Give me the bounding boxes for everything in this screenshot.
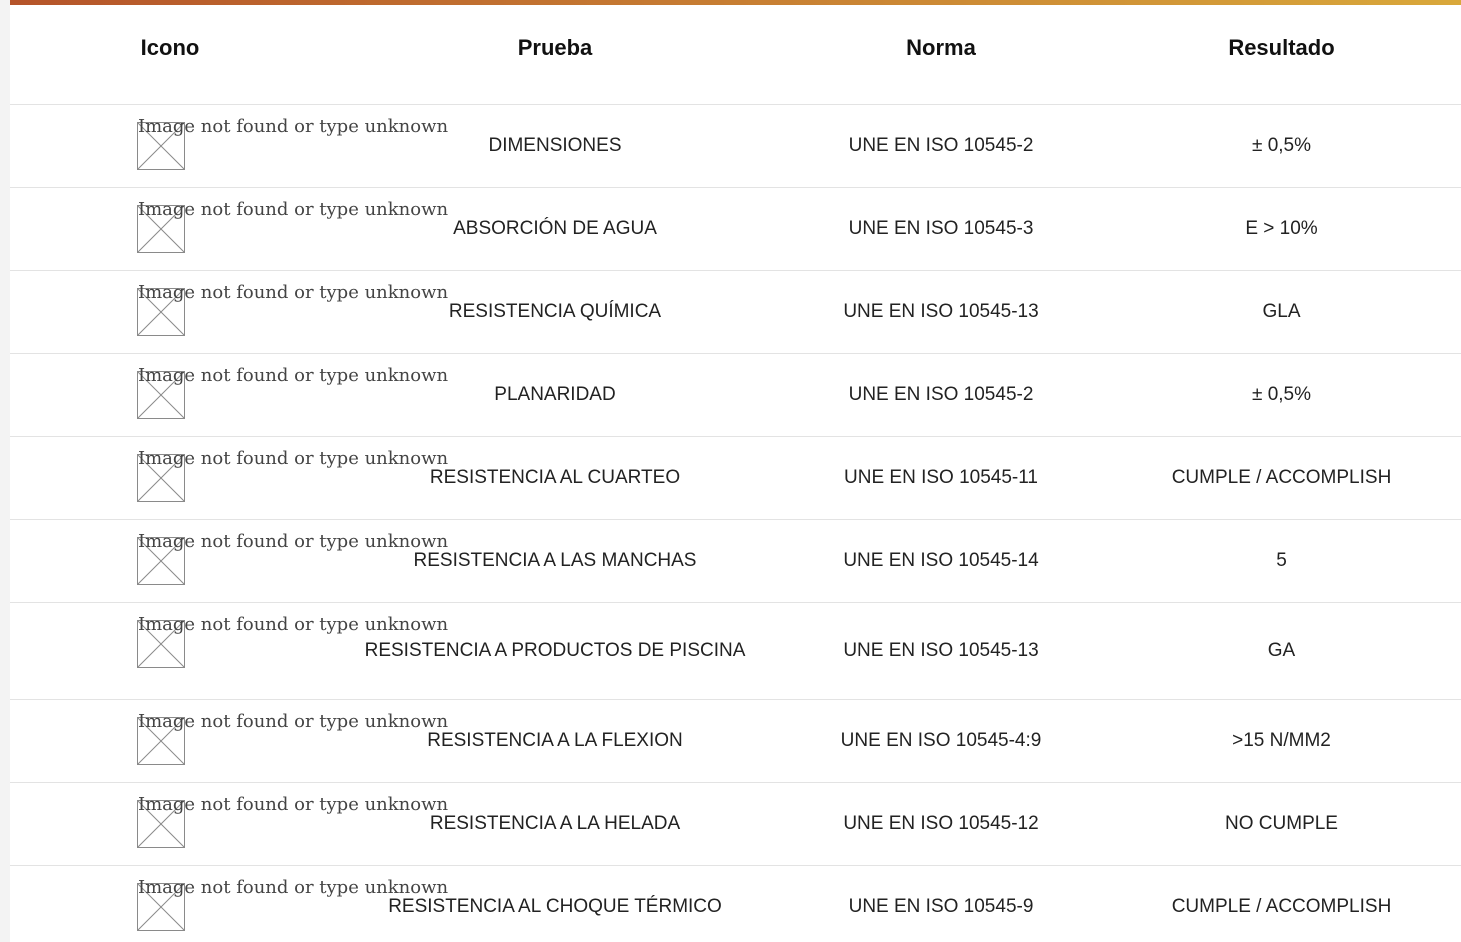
result-cell (1102, 353, 1461, 436)
test-cell-text: RESISTENCIA A LA FLEXION (427, 729, 683, 751)
broken-image-alt-text: Image not found or type unknown (138, 793, 449, 815)
specs-table (10, 5, 1461, 942)
result-cell-text: CUMPLE / ACCOMPLISH (1171, 466, 1392, 488)
header-icon: Icono (10, 5, 330, 104)
result-cell-text: >15 N/MM2 (1232, 729, 1331, 751)
norm-cell (780, 353, 1102, 436)
broken-image-cross-icon (138, 289, 184, 335)
broken-image-icon (137, 530, 449, 585)
icon-cell (10, 353, 449, 436)
broken-image-icon (137, 281, 449, 336)
broken-image-icon (137, 710, 449, 765)
icon-cell (10, 104, 449, 187)
result-cell (1102, 699, 1461, 782)
norm-cell-text: UNE EN ISO 10545-9 (848, 895, 1034, 917)
broken-image-cross-icon (138, 206, 184, 252)
result-cell-text: GA (1267, 639, 1296, 661)
table-row (10, 782, 1461, 865)
broken-image-icon (137, 198, 449, 253)
broken-image-alt-text: Image not found or type unknown (138, 710, 449, 732)
broken-image-icon (137, 613, 449, 668)
broken-image-cross-icon (138, 455, 184, 501)
icon-cell (10, 519, 449, 602)
test-cell-text: RESISTENCIA A PRODUCTOS DE PISCINA (364, 639, 746, 661)
norm-cell (780, 270, 1102, 353)
icon-cell (10, 436, 449, 519)
norm-cell (780, 436, 1102, 519)
icon-cell (10, 699, 449, 782)
result-cell-text: ± 0,5% (1251, 134, 1311, 156)
test-cell-text: ABSORCIÓN DE AGUA (453, 217, 657, 239)
test-cell (330, 353, 780, 436)
test-cell-text: PLANARIDAD (494, 383, 616, 405)
broken-image-cross-icon (138, 801, 184, 847)
table-body (10, 104, 1461, 942)
result-cell (1102, 436, 1461, 519)
test-cell-text: DIMENSIONES (488, 134, 622, 156)
norm-cell-text: UNE EN ISO 10545-2 (848, 383, 1034, 405)
result-cell (1102, 602, 1461, 699)
result-cell (1102, 782, 1461, 865)
header-test: Prueba (330, 5, 780, 104)
test-cell-text: RESISTENCIA AL CUARTEO (429, 466, 681, 488)
test-cell (330, 865, 780, 942)
icon-cell (10, 187, 449, 270)
broken-image-alt-text: Image not found or type unknown (138, 613, 449, 635)
table-row (10, 436, 1461, 519)
test-cell-text: RESISTENCIA A LA HELADA (429, 812, 681, 834)
broken-image-icon (137, 364, 449, 419)
result-cell-text: NO CUMPLE (1225, 812, 1338, 834)
norm-cell-text: UNE EN ISO 10545-12 (843, 812, 1039, 834)
broken-image-icon (137, 447, 449, 502)
broken-image-cross-icon (138, 718, 184, 764)
left-edge (0, 0, 10, 942)
norm-cell-text: UNE EN ISO 10545-11 (844, 466, 1038, 488)
norm-cell (780, 602, 1102, 699)
broken-image-alt-text: Image not found or type unknown (138, 876, 449, 898)
test-cell-text: RESISTENCIA A LAS MANCHAS (413, 549, 697, 571)
table-row (10, 270, 1461, 353)
header-row (10, 5, 1461, 104)
broken-image-alt-text: Image not found or type unknown (138, 530, 449, 552)
norm-cell (780, 865, 1102, 942)
table-header (10, 5, 1461, 104)
broken-image-icon (137, 793, 449, 848)
table-row (10, 602, 1461, 699)
result-cell (1102, 519, 1461, 602)
result-cell (1102, 270, 1461, 353)
broken-image-cross-icon (138, 123, 184, 169)
table-row (10, 519, 1461, 602)
result-cell-text: 5 (1276, 549, 1287, 571)
broken-image-cross-icon (138, 884, 184, 930)
table-row (10, 104, 1461, 187)
norm-cell-text: UNE EN ISO 10545-4:9 (840, 729, 1042, 751)
icon-cell (10, 865, 449, 942)
result-cell-text: CUMPLE / ACCOMPLISH (1171, 895, 1392, 917)
icon-cell (10, 602, 449, 699)
icon-cell (10, 270, 449, 353)
test-cell (330, 699, 780, 782)
result-cell-text: E > 10% (1245, 217, 1318, 239)
test-cell (330, 104, 780, 187)
header-result: Resultado (1102, 5, 1461, 104)
norm-cell (780, 104, 1102, 187)
result-cell-text: GLA (1262, 300, 1301, 322)
broken-image-cross-icon (138, 538, 184, 584)
table-row (10, 187, 1461, 270)
test-cell (330, 602, 780, 699)
table-row (10, 353, 1461, 436)
norm-cell (780, 699, 1102, 782)
broken-image-cross-icon (138, 372, 184, 418)
test-cell (330, 187, 780, 270)
broken-image-alt-text: Image not found or type unknown (138, 115, 449, 137)
norm-cell-text: UNE EN ISO 10545-3 (848, 217, 1034, 239)
broken-image-alt-text: Image not found or type unknown (138, 364, 449, 386)
broken-image-alt-text: Image not found or type unknown (138, 198, 449, 220)
norm-cell (780, 519, 1102, 602)
test-cell (330, 270, 780, 353)
test-cell-text: RESISTENCIA QUÍMICA (448, 300, 662, 322)
icon-cell (10, 782, 449, 865)
norm-cell-text: UNE EN ISO 10545-13 (843, 639, 1039, 661)
test-cell (330, 519, 780, 602)
norm-cell-text: UNE EN ISO 10545-13 (843, 300, 1039, 322)
table-row (10, 699, 1461, 782)
norm-cell-text: UNE EN ISO 10545-14 (843, 549, 1039, 571)
test-cell-text: RESISTENCIA AL CHOQUE TÉRMICO (388, 895, 722, 917)
test-cell (330, 436, 780, 519)
test-cell (330, 782, 780, 865)
norm-cell (780, 782, 1102, 865)
header-norm: Norma (780, 5, 1102, 104)
broken-image-alt-text: Image not found or type unknown (138, 447, 449, 469)
result-cell (1102, 104, 1461, 187)
norm-cell (780, 187, 1102, 270)
norm-cell-text: UNE EN ISO 10545-2 (848, 134, 1034, 156)
broken-image-icon (137, 876, 449, 931)
result-cell-text: ± 0,5% (1251, 383, 1311, 405)
broken-image-icon (137, 115, 449, 170)
broken-image-cross-icon (138, 621, 184, 667)
result-cell (1102, 187, 1461, 270)
broken-image-alt-text: Image not found or type unknown (138, 281, 449, 303)
table-row (10, 865, 1461, 942)
result-cell (1102, 865, 1461, 942)
